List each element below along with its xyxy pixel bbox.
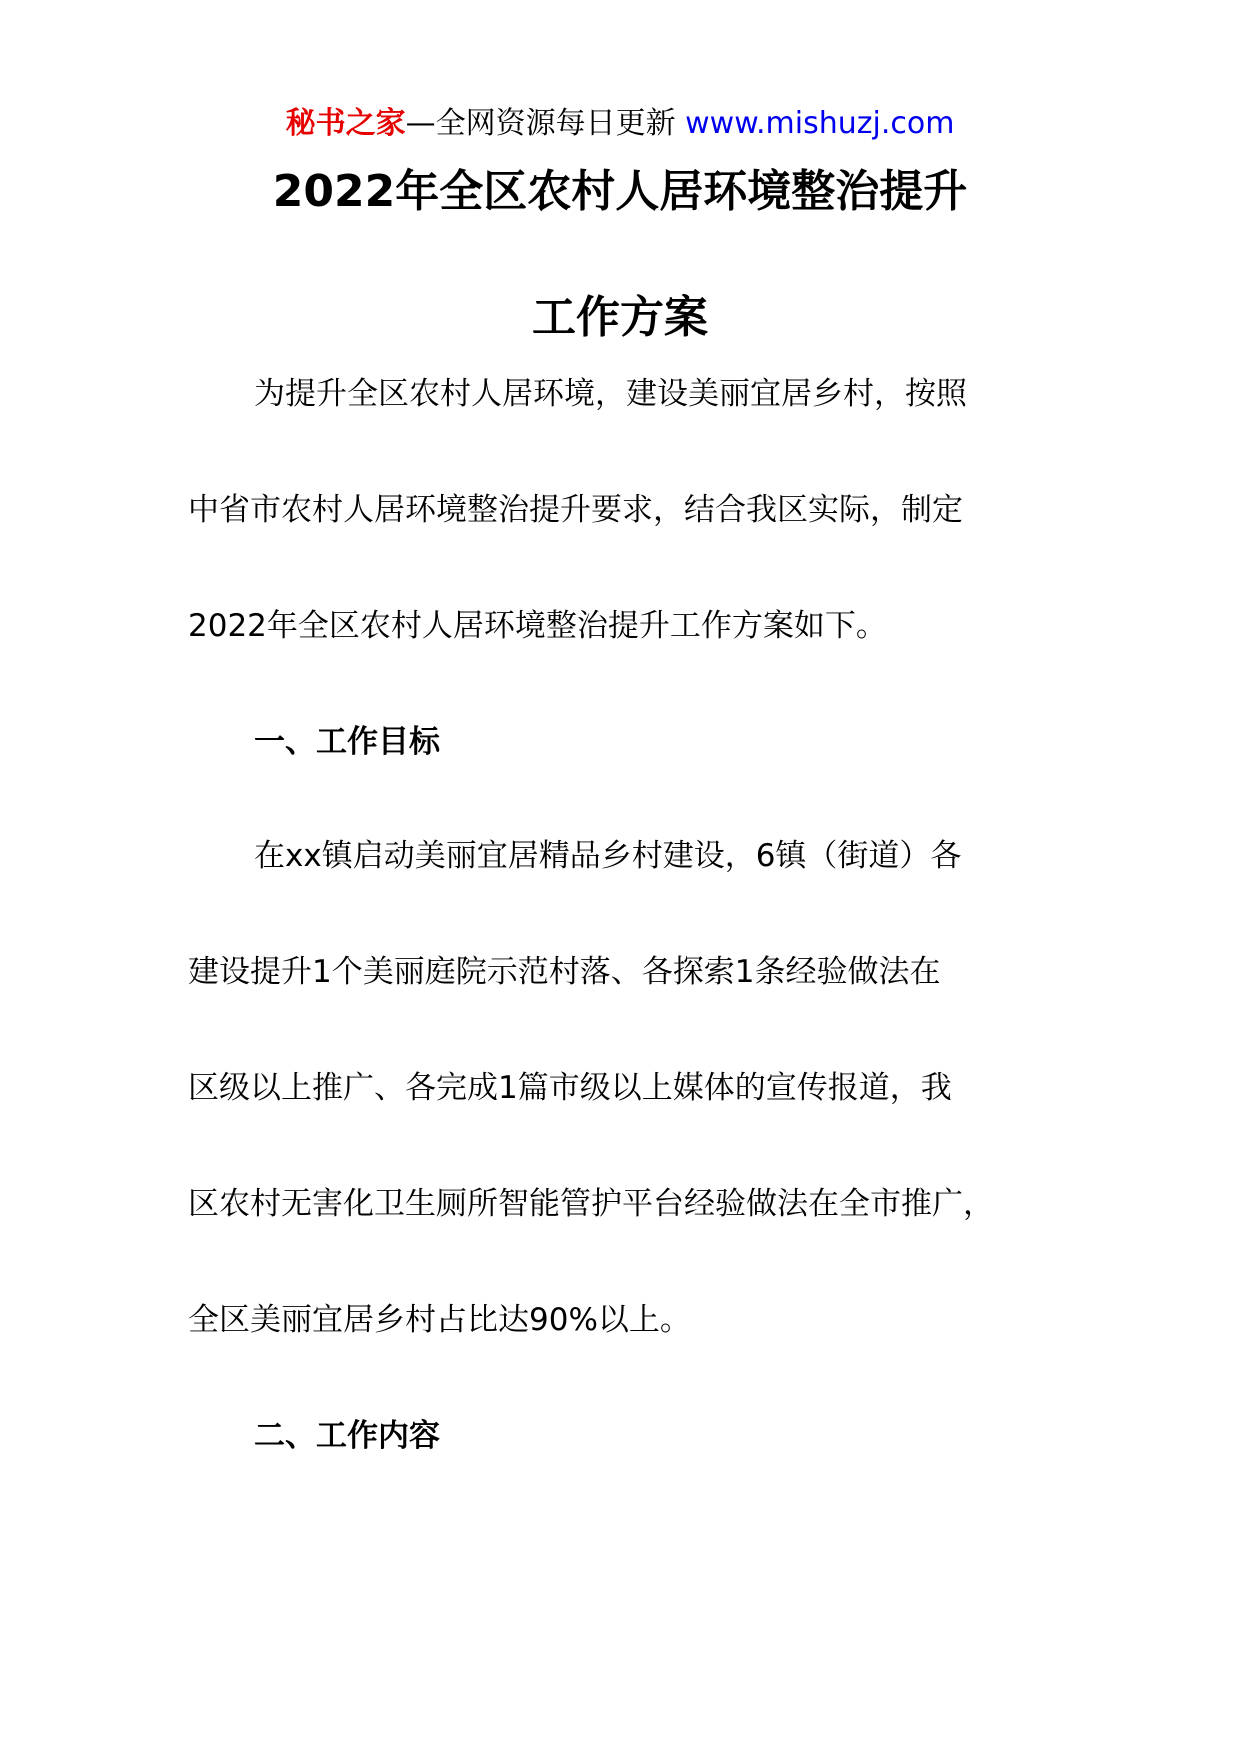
site-url-link[interactable]: www.mishuzj.com (685, 106, 955, 141)
section1-line-1: 在xx镇启动美丽宜居精品乡村建设，6镇（街道）各 (254, 838, 962, 874)
section1-line-4: 区农村无害化卫生厕所智能管护平台经验做法在全市推广， (188, 1186, 994, 1222)
intro-line-3: 2022年全区农村人居环境整治提升工作方案如下。 (188, 608, 887, 644)
intro-line-2: 中省市农村人居环境整治提升要求，结合我区实际，制定 (188, 492, 963, 528)
brand-name: 秘书之家 (285, 106, 406, 141)
section1-heading: 一、工作目标 (254, 724, 440, 760)
document-title-line1: 2022年全区农村人居环境整治提升 (272, 166, 968, 217)
section1-line-3: 区级以上推广、各完成1篇市级以上媒体的宣传报道，我 (188, 1070, 952, 1106)
section1-line-2: 建设提升1个美丽庭院示范村落、各探索1条经验做法在 (188, 954, 941, 990)
section1-line-5: 全区美丽宜居乡村占比达90%以上。 (188, 1302, 691, 1338)
header-tagline: —全网资源每日更新 (405, 106, 676, 141)
intro-line-1: 为提升全区农村人居环境，建设美丽宜居乡村，按照 (254, 376, 967, 412)
section2-heading: 二、工作内容 (254, 1418, 440, 1454)
site-header (0, 104, 1240, 144)
document-title-line2: 工作方案 (532, 292, 708, 343)
